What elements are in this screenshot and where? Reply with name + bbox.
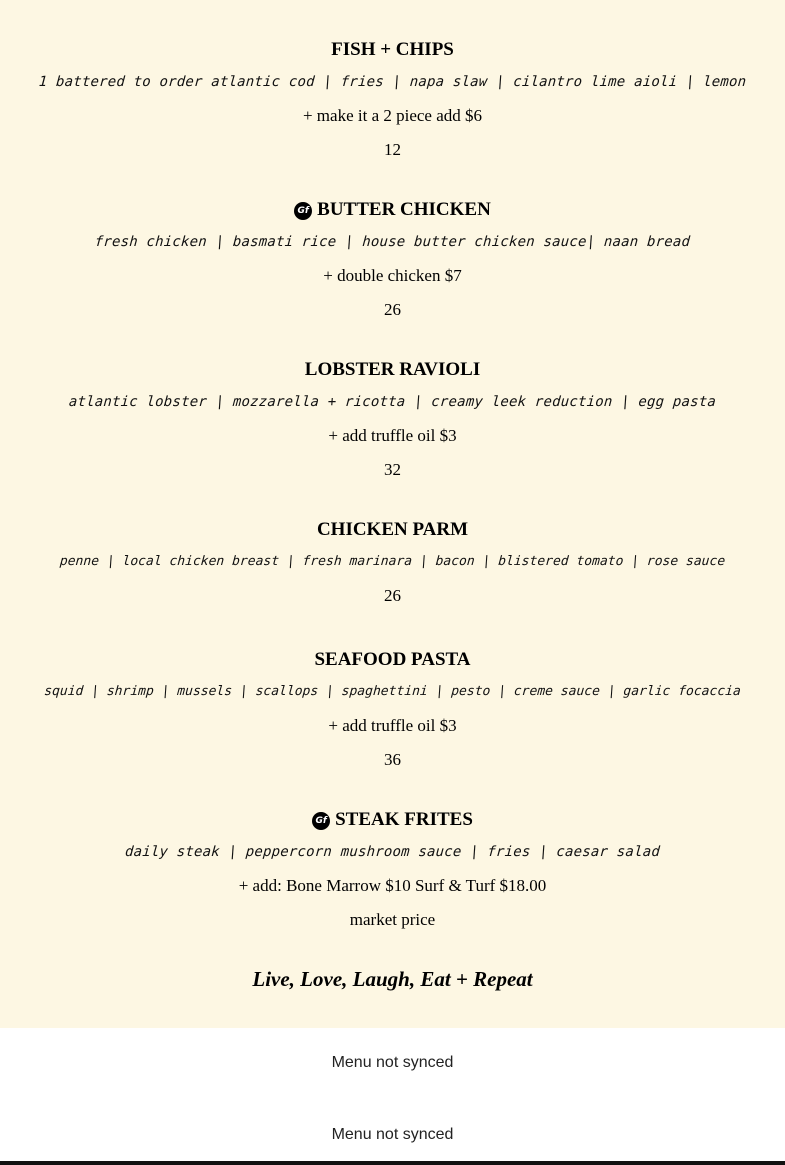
- sync-status-text: Menu not synced: [331, 1126, 454, 1143]
- menu-item: [0, 518, 785, 608]
- menu-item-title-text: STEAK FRITES: [335, 809, 473, 830]
- menu-item-price: 36: [384, 750, 401, 769]
- menu-item-description: atlantic lobster | mozzarella + ricotta | creamy leek reduction | egg pasta: [68, 394, 717, 410]
- menu-item-title: [0, 198, 785, 222]
- menu-item-addon: + add truffle oil $3: [328, 716, 457, 735]
- menu-item-addon: + make it a 2 piece add $6: [302, 106, 483, 125]
- menu-item-price: 12: [384, 140, 401, 159]
- menu-item: [0, 808, 785, 932]
- menu-item-price: market price: [349, 910, 436, 929]
- menu-item-title-text: SEAFOOD PASTA: [314, 649, 471, 670]
- menu-item-title: [0, 808, 785, 832]
- menu-item-title: [0, 518, 785, 542]
- menu-item-addon: + add: Bone Marrow $10 Surf & Turf $18.00: [238, 876, 547, 895]
- menu-item-title-text: CHICKEN PARM: [316, 519, 469, 540]
- menu-item-price: 26: [384, 586, 401, 605]
- menu-item-title: [0, 648, 785, 672]
- menu-item: [0, 358, 785, 482]
- bottom-divider: [0, 1161, 785, 1165]
- menu-item-price: 26: [384, 300, 401, 319]
- menu-item-description: 1 battered to order atlantic cod | fries | napa slaw | cilantro lime aioli | lemon: [38, 74, 747, 90]
- menu-item: [0, 198, 785, 322]
- menu-item-title-text: FISH + CHIPS: [331, 39, 454, 60]
- menu-item-title-text: BUTTER CHICKEN: [317, 199, 491, 220]
- menu-item: [0, 38, 785, 162]
- gluten-free-icon: Gf: [312, 812, 330, 830]
- gluten-free-icon: Gf: [294, 202, 312, 220]
- menu-item-description: daily steak | peppercorn mushroom sauce | fries | caesar salad: [124, 844, 661, 860]
- menu-item: [0, 648, 785, 772]
- menu-item-price: 32: [384, 460, 401, 479]
- menu-item-addon: + double chicken $7: [323, 266, 462, 285]
- menu-item-title-text: LOBSTER RAVIOLI: [304, 359, 481, 380]
- menu-tagline: Live, Love, Laugh, Eat + Repeat: [252, 967, 533, 991]
- menu-item-title: [0, 358, 785, 382]
- menu-item-title: [0, 38, 785, 62]
- sync-status-text: Menu not synced: [331, 1054, 454, 1071]
- menu-item-addon: + add truffle oil $3: [328, 426, 457, 445]
- menu-item-description: squid | shrimp | mussels | scallops | spaghettini | pesto | creme sauce | garlic focaccia: [43, 684, 742, 699]
- menu-item-description: fresh chicken | basmati rice | house butter chicken sauce| naan bread: [94, 234, 691, 250]
- menu-item-description: penne | local chicken breast | fresh marinara | bacon | blistered tomato | rose sauce: [59, 554, 726, 569]
